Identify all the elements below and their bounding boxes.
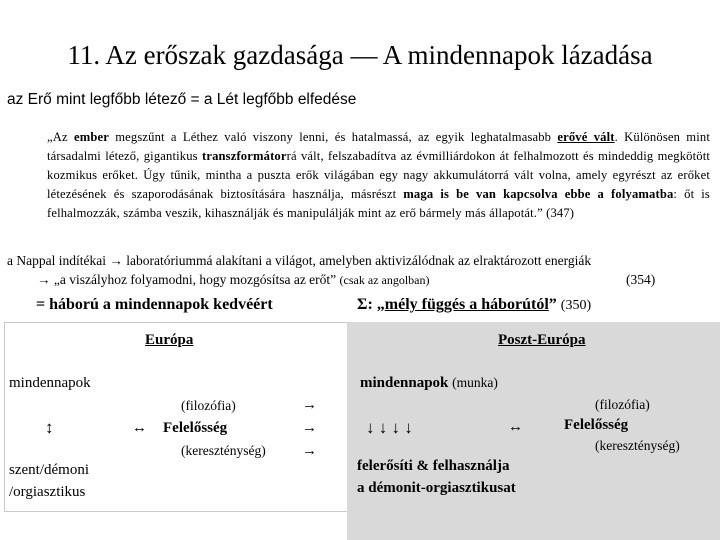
quote-text-5: : őt is felhalmozzák, számba veszik, kihasználják és manipulálják mint az erő bármely más állapotát.” (347) <box>47 187 710 220</box>
quote-paragraph <box>47 128 710 223</box>
nappal-page-ref: (354) <box>626 272 656 287</box>
poszt-munka: (munka) <box>452 375 498 390</box>
subtitle: az Erő mint legfőbb létező = a Lét legfőbb elfedése <box>7 91 357 108</box>
quote-text-1: „Az <box>47 130 74 144</box>
quote-bold-folyamat: maga is be van kapcsolva ebbe a folyamatba <box>403 187 674 201</box>
updown-arrow-icon: ↕ <box>45 418 54 437</box>
leftright-arrow-icon: ↔ <box>132 420 147 436</box>
page-title: 11. Az erőszak gazdasága — A mindennapok lázadása <box>67 40 653 70</box>
war-statement: = háború a mindennapok kedvéért <box>36 296 273 313</box>
quote-text-2: megszűnt a Léthez való viszony lenni, és hatalmassá, az egyik leghatalmasabb <box>108 130 558 144</box>
europa-felelosseg: Felelősség <box>163 420 228 436</box>
down-arrows-icon: ↓ ↓ ↓ ↓ <box>366 418 413 437</box>
europa-filozofia: (filozófia) <box>181 398 236 413</box>
quote-bold-transzformator: transzformátor <box>201 149 287 163</box>
europa-heading: Európa <box>145 332 194 348</box>
poszt-demonit: a démonit-orgiasztikusat <box>357 480 516 496</box>
nappal-line-1: a Nappal indítékai → laboratóriummá alakítani a világot, amelyben aktivizálódnak az elraktározott energiák <box>7 253 592 268</box>
poszt-europa-heading: Poszt-Európa <box>498 332 586 348</box>
poszt-felelosseg: Felelősség <box>564 417 629 433</box>
poszt-europa-mindennapok <box>360 375 498 392</box>
sigma-page-ref: (350) <box>560 298 592 313</box>
quote-bold-erove-valt: erővé vált <box>557 130 615 144</box>
poszt-filozofia: (filozófia) <box>595 397 650 412</box>
sigma-statement <box>357 296 591 314</box>
quote-text-3: . Különösen mint társadalmi létező, gigantikus <box>47 130 710 163</box>
europa-keresztenyseg: (kereszténység) <box>181 443 266 458</box>
europa-mindennapok: mindennapok <box>9 375 91 391</box>
sigma-suffix: ” <box>548 296 557 313</box>
right-arrow-icon: → <box>302 397 317 413</box>
poszt-keresztenyseg: (kereszténység) <box>595 438 680 453</box>
quote-text-4: rá vált, felszabadítva az évmilliárdokon át felhalmozott és mindeddig megkötött kozmikus erőket. Úgy tűnik, mintha a puszta erők világában egy nagy akkumulátorrá vált volna, amely egyrészt az erőket létezésének és szaporodásának biztosítására használja, másrészt <box>47 149 710 201</box>
poszt-felerositi: felerősíti & felhasználja <box>357 458 510 474</box>
leftright-arrow-icon: ↔ <box>508 419 523 435</box>
quote-bold-ember: ember <box>73 130 109 144</box>
nappal-quote: → „a viszályhoz folyamodni, hogy mozgósítsa az erőt” <box>37 272 337 287</box>
nappal-note: (csak az angolban) <box>339 273 430 287</box>
right-arrow-icon: → <box>302 443 317 459</box>
europa-szent-demoni: szent/démoni <box>9 462 89 478</box>
europa-orgiasztikus: /orgiasztikus <box>9 484 86 500</box>
poszt-mindennapok-label: mindennapok <box>360 375 449 391</box>
sigma-underlined: mély függés a háborútól <box>384 296 549 313</box>
nappal-line-2 <box>37 272 430 288</box>
sigma-prefix: Σ: „ <box>357 296 385 313</box>
right-arrow-icon: → <box>302 420 317 436</box>
